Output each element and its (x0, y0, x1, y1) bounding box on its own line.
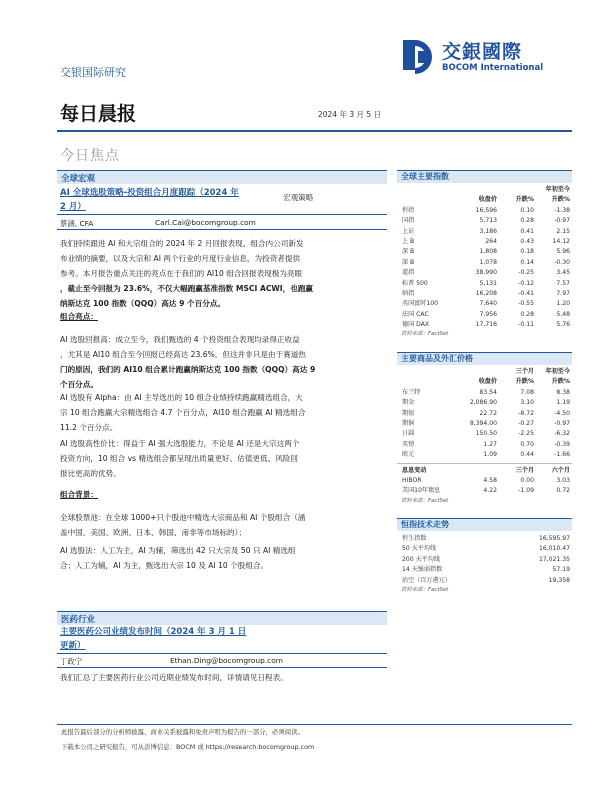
row-value: -6.32 (554, 430, 570, 438)
logo-mark-icon (400, 37, 438, 79)
row-label: 沽空（百万港元） (402, 576, 451, 584)
row-value: 5,131 (479, 279, 497, 287)
table-row (397, 476, 572, 486)
row-label: 英镑 (402, 440, 415, 448)
row-value: 1.09 (483, 451, 497, 459)
row-value: 16,010.47 (538, 545, 570, 553)
row-label: 期铜 (402, 419, 415, 427)
highlight-3 (60, 436, 385, 481)
source-note: 资料来源：FactSet (401, 331, 449, 338)
text-line: ，尤其是 AI10 组合至今回报已经高达 23.6%，但这并非只是由于赛道热 (60, 350, 306, 359)
table-row (397, 268, 572, 278)
text-line: AI 选股有 Alpha：由 AI 主导选出的 10 组合业绩持续跑赢精选组合，大 (60, 393, 303, 402)
row-value: 17,021.35 (538, 555, 570, 563)
table-row (397, 299, 572, 309)
footer-download-note: 下载本公司之研究报告，可从彭博信息：BOCM 或 https://research.bocomgroup.com (61, 743, 315, 751)
section-header-healthcare (57, 611, 387, 625)
row-value: -0.97 (554, 419, 570, 427)
row-value: 7,640 (479, 300, 497, 308)
row-value: 0.14 (520, 258, 534, 266)
section-divider (57, 229, 387, 230)
row-value: 0.10 (520, 206, 534, 214)
text-line: AI 选股法：人工为主，AI 为辅，筛选出 42 只大宗及 50 只 AI 精选组 (60, 546, 296, 555)
row-label: 深 B (402, 258, 415, 266)
text-line: 布业绩的摘要，以及大宗和 AI 两个行业的月度行业信息，为投资者提供 (60, 254, 301, 263)
row-value: 0.70 (520, 440, 534, 448)
section-divider (57, 667, 387, 668)
row-value: 2,086.90 (469, 399, 497, 407)
row-value: -0.97 (554, 217, 570, 225)
table-header (397, 518, 572, 531)
table-row (397, 398, 572, 408)
table-row (397, 206, 572, 216)
row-label: 期银 (402, 409, 415, 417)
row-value: 17,716 (475, 321, 497, 329)
col-header: 六个月 (551, 466, 570, 474)
table-header-row (397, 466, 572, 476)
table-row (397, 555, 572, 565)
row-value: 16,596 (475, 206, 497, 214)
row-value: 5.76 (556, 321, 570, 329)
table-row (397, 310, 572, 320)
row-label: 深 B (402, 248, 415, 256)
row-value: 1,808 (479, 248, 497, 256)
footer (57, 724, 572, 755)
row-value: 8,394.00 (469, 419, 497, 427)
logo-chinese: 交銀國際 (442, 41, 523, 63)
analyst-email[interactable]: Carl.Cai@bocomgroup.com (155, 218, 256, 227)
table-title: 全球主要指数 (401, 172, 449, 181)
table-header-row (397, 185, 572, 195)
table-row (397, 440, 572, 450)
section-divider (57, 653, 387, 654)
page-title: 每日晨报 (60, 103, 137, 125)
table-row (397, 544, 572, 554)
row-value: 1.27 (483, 440, 497, 448)
row-label: 欧元 (402, 451, 415, 459)
row-value: 5.96 (556, 248, 570, 256)
col-header: 三个月 (515, 466, 534, 474)
intro-paragraph (60, 236, 385, 311)
table-row (397, 227, 572, 237)
col-header: 升跌% (515, 196, 534, 204)
table-row (397, 565, 572, 575)
table-row (397, 576, 572, 586)
row-value: 57.19 (552, 566, 570, 574)
row-value: 38,990 (475, 269, 497, 277)
text-line: 宗 10 组合跑赢大宗精选组合 4.7 个百分点，AI10 组合跑赢 AI 精选组合 (60, 408, 306, 417)
report-link-pharma[interactable] (60, 625, 290, 653)
col-header: 收盘价 (478, 378, 497, 386)
col-header: 年初至今 (545, 368, 570, 375)
row-value: 22.72 (479, 409, 497, 417)
indices-table (397, 170, 572, 339)
table-row (397, 247, 572, 257)
row-value: -8.72 (518, 409, 534, 417)
text-line: ，截止至今回报为 23.6%，不仅大幅跑赢基准指数 MSCI ACWI，也跑赢 (60, 284, 314, 293)
row-value: -1.66 (554, 451, 570, 459)
row-label: 英国富时100 (402, 300, 439, 308)
row-value: -0.39 (554, 440, 570, 448)
text-line: 投资方向，10 组合 vs 精选组合都呈现出质量更好、估值更低、风险回 (60, 454, 298, 463)
row-value: 264 (485, 237, 497, 245)
row-label: 美国10年债息 (402, 487, 441, 495)
row-value: 7,956 (479, 310, 497, 318)
table-header-row (397, 195, 572, 205)
row-value: 19,358 (548, 576, 570, 584)
highlight-1 (60, 332, 385, 392)
row-value: 2.15 (556, 227, 570, 235)
company-logo (400, 37, 570, 81)
report-category: 宏观策略 (283, 193, 314, 202)
row-label: 纳指 (402, 289, 415, 297)
row-label: 上 B (402, 237, 415, 245)
highlight-2 (60, 390, 385, 435)
row-value: 0.72 (556, 487, 570, 495)
report-link-ai-strategy[interactable] (60, 186, 280, 214)
section-header-macro (57, 170, 387, 184)
text-line: 全球股票池：在全球 1000+只个股池中精选大宗商品和 AI 个股组合（涵 (60, 513, 306, 522)
row-value: 1.19 (556, 399, 570, 407)
row-label: 法国 CAC (402, 310, 429, 318)
analyst-name: 丁政宁 (60, 657, 83, 666)
report-link-line[interactable]: AI 全球选股策略-投资组合月度跟踪（2024 年 (60, 188, 239, 198)
row-value: -0.25 (518, 269, 534, 277)
row-label: 布兰特 (402, 388, 421, 396)
footer-disclaimer: 此报告最后部分的分析师披露、商业关系披露和免责声明为报告的一部分，必须阅读。 (61, 728, 304, 736)
row-value: 0.44 (520, 451, 534, 459)
text-line: 个百分点。 (60, 380, 98, 389)
logo-english: BOCOM International (442, 63, 544, 73)
table-row (397, 279, 572, 289)
row-value: -1.38 (554, 206, 570, 214)
table-row (397, 486, 572, 496)
table-header-row (397, 367, 572, 377)
table-row (397, 419, 572, 429)
table-row (397, 289, 572, 299)
row-label: HIBOR (402, 476, 422, 484)
table-divider (397, 463, 572, 464)
row-label: 50 天平均线 (402, 545, 437, 553)
table-header (397, 170, 572, 183)
row-value: -0.30 (554, 258, 570, 266)
technicals-table (397, 518, 572, 595)
row-value: 7.97 (556, 289, 570, 297)
table-row (397, 450, 572, 460)
text-line: 报比更高的优势。 (60, 469, 121, 478)
table-header (397, 352, 572, 365)
text-line: 盖中国、美国、欧洲、日本、韩国、南非等市场标的）； (60, 528, 247, 537)
row-value: 7.57 (556, 279, 570, 287)
section-divider (57, 214, 387, 215)
row-value: 3.45 (556, 269, 570, 277)
row-value: -0.27 (518, 419, 534, 427)
background-1 (60, 510, 385, 540)
row-label: 200 天平均线 (402, 555, 440, 563)
row-label: 国指 (402, 217, 415, 225)
col-header: 收盘价 (478, 196, 497, 204)
row-value: 4.58 (483, 476, 497, 484)
row-value: 0.43 (520, 237, 534, 245)
row-value: 150.50 (475, 430, 497, 438)
col-header: 升跌% (551, 196, 570, 204)
section-label: 全球宏观 (61, 174, 96, 184)
row-label: 恒生指数 (402, 535, 427, 542)
table-row (397, 216, 572, 226)
report-link-line[interactable]: 主要医药公司业绩发布时间（2024 年 3 月 1 日 (60, 627, 247, 637)
table-row (397, 237, 572, 247)
source-note: 资料来源：FactSet (401, 497, 449, 504)
department-label: 交银国际研究 (60, 66, 126, 79)
row-value: -1.09 (518, 487, 534, 495)
col-header: 升跌% (551, 378, 570, 386)
commodities-table (397, 352, 572, 506)
row-label: 恒指 (402, 206, 415, 214)
row-value: 5.48 (556, 310, 570, 318)
table-row (397, 388, 572, 398)
table-row (397, 258, 572, 268)
text-line: AI 选股高性价比：得益于 AI 强大选股能力，不论是 AI 还是大宗这两个 (60, 439, 300, 448)
table-row (397, 429, 572, 439)
row-value: 3.03 (556, 476, 570, 484)
table-row (397, 320, 572, 330)
text-line: 纳斯达克 100 指数（QQQ）高达 9 个百分点。 (60, 299, 225, 308)
row-label: 14 天强弱指数 (402, 566, 443, 574)
row-value: 83.54 (479, 388, 497, 396)
row-value: 0.00 (520, 476, 534, 484)
text-line: 11.2 个百分点。 (60, 423, 118, 432)
row-value: 4.22 (483, 487, 497, 495)
table-header-row (397, 377, 572, 387)
highlights-heading: 组合亮点： (60, 312, 98, 321)
row-value: 3,186 (479, 227, 497, 235)
row-value: -0.55 (518, 300, 534, 308)
source-note: 资料来源：FactSet (401, 586, 449, 593)
section-label: 医药行业 (61, 615, 96, 625)
row-value: 7.08 (520, 388, 534, 396)
row-value: 5,713 (479, 217, 497, 225)
row-label: 期金 (402, 399, 415, 407)
row-value: -0.12 (518, 279, 534, 287)
header-divider (57, 130, 572, 132)
analyst-name: 蔡涵, CFA (60, 219, 94, 228)
row-value: 0.18 (520, 248, 534, 256)
pharma-paragraph: 我们汇总了主要医药行业公司近期业绩发布时间，详情请见日程表。 (60, 673, 288, 682)
background-heading: 组合背景： (60, 490, 98, 499)
text-line: 合；人工为辅，AI 为主，甄选出大宗 10 及 AI 10 个股组合。 (60, 561, 269, 570)
report-link-line[interactable]: 2 月） (60, 202, 86, 212)
row-value: -0.41 (518, 289, 534, 297)
analyst-email[interactable]: Ethan.Ding@bocomgroup.com (170, 656, 283, 665)
row-label: 上证 (402, 227, 415, 235)
row-value: 0.41 (520, 227, 534, 235)
row-value: 0.28 (520, 310, 534, 318)
row-value: 1.20 (556, 300, 570, 308)
text-line: 门的原因，我们的 AI10 组合累计跑赢纳斯达克 100 指数（QQQ）高达 9 (60, 365, 316, 374)
text-line: 参考。本月报告重点关注的亮点在于我们的 AI10 组合回报表现极为亮眼 (60, 269, 303, 278)
text-line: 我们持续跟进 AI 和大宗组合的 2024 年 2 月回报表现、组合内公司新发 (60, 239, 304, 248)
row-value: 14.12 (552, 237, 570, 245)
row-value: -4.50 (554, 409, 570, 417)
report-date: 2024 年 3 月 5 日 (318, 110, 382, 119)
row-value: 16,208 (475, 289, 497, 297)
row-label: 标普 500 (402, 279, 428, 287)
row-value: 0.28 (520, 217, 534, 225)
row-label: 日圆 (402, 430, 415, 438)
row-value: -2.25 (518, 430, 534, 438)
table-title: 主要商品及外汇价格 (401, 354, 473, 363)
row-value: 16,595.97 (538, 535, 570, 542)
table-row (397, 409, 572, 419)
row-value: 1,078 (479, 258, 497, 266)
page-subtitle: 今日焦点 (60, 148, 120, 164)
table-row (397, 534, 572, 544)
text-line: AI 选股回报高：成立至今，我们甄选的 4 个投资组合表现均录得正收益 (60, 335, 300, 344)
row-value: -0.11 (518, 321, 534, 329)
row-value: 3.10 (520, 399, 534, 407)
col-header: 三个月 (515, 368, 534, 375)
col-header: 息息变动 (402, 466, 427, 474)
row-label: 德国 DAX (402, 321, 430, 329)
row-value: 8.38 (556, 388, 570, 396)
col-header: 年初至今 (545, 186, 570, 193)
report-link-line[interactable]: 更新） (60, 641, 86, 651)
background-2 (60, 543, 385, 573)
col-header: 升跌% (515, 378, 534, 386)
table-title: 恒指技术走势 (401, 520, 449, 529)
row-label: 道指 (402, 269, 415, 277)
